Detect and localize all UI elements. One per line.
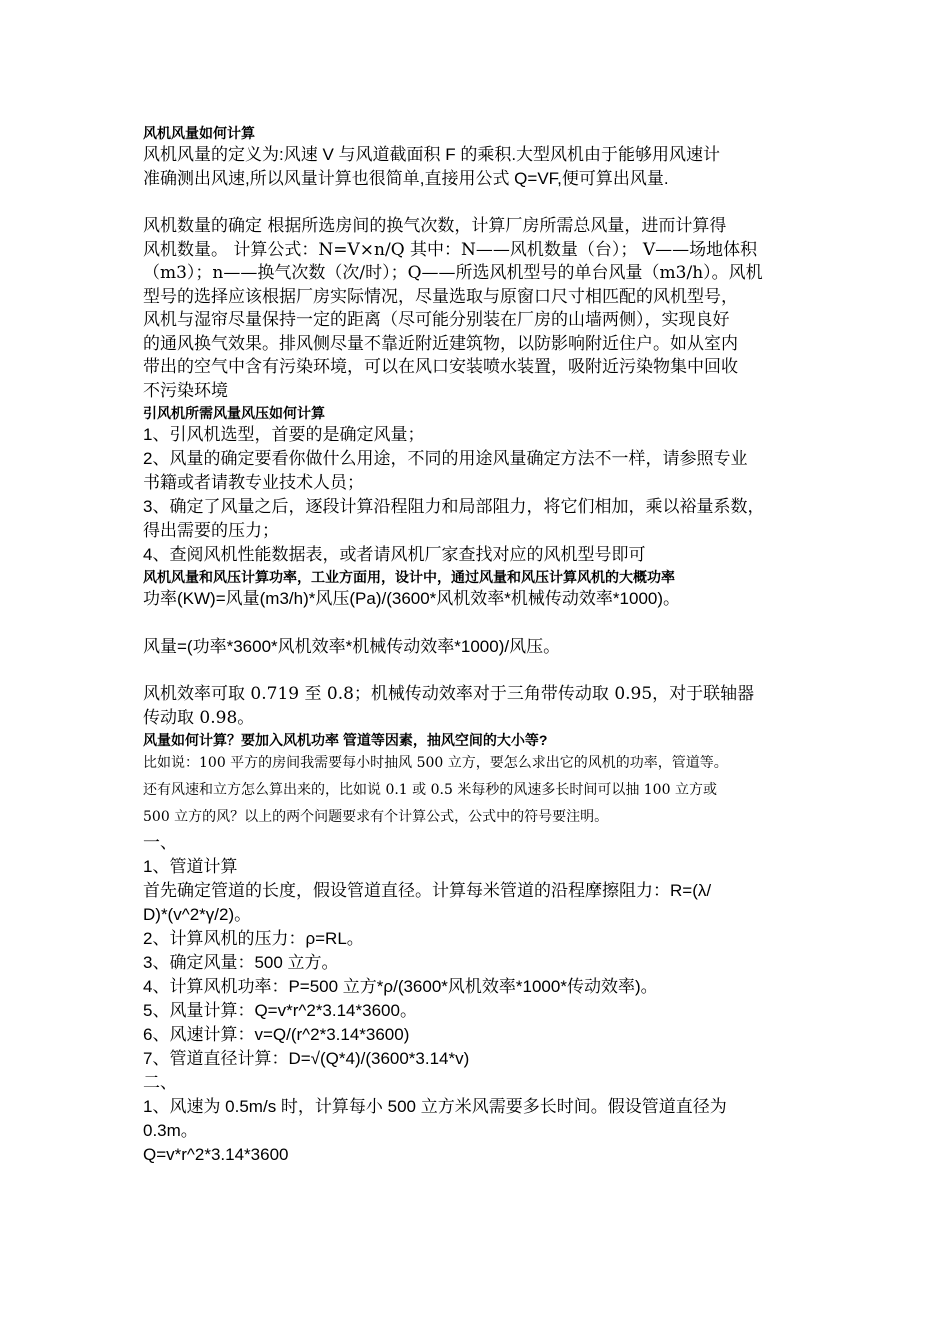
text-line: 4、查阅风机性能数据表，或者请风机厂家查找对应的风机型号即可 — [143, 545, 646, 564]
text-line: 得出需要的压力； — [143, 521, 279, 540]
text-line: 0.3m。 — [143, 1121, 198, 1140]
formula-airflow: 风量=(功率*3600*风机效率*机械传动效率*1000)/风压。 — [143, 637, 561, 656]
text-line: 风机与湿帘尽量保持一定的距离（尽可能分别装在厂房的山墙两侧），实现良好 — [143, 310, 730, 330]
text-line: 准确测出风速,所以风量计算也很简单,直接用公式 Q=VF,便可算出风量. — [143, 169, 669, 188]
text-line: 风机数量的确定 根据所选房间的换气次数，计算厂房所需总风量，进而计算得 — [143, 216, 727, 236]
text-line: 2、计算风机的压力：ρ=RL。 — [143, 929, 364, 948]
text-line: 3、确定了风量之后，逐段计算沿程阻力和局部阻力，将它们相加，乘以裕量系数， — [143, 497, 765, 516]
text-line: 风机数量。 计算公式：N=V×n/Q 其中：N——风机数量（台）； V——场地体积 — [143, 239, 758, 260]
paragraph-question — [143, 750, 813, 831]
heading-induced-draft-fan: 引风机所需风量风压如何计算 — [143, 405, 325, 421]
formula-power: 功率(KW)=风量(m3/h)*风压(Pa)/(3600*风机效率*机械传动效率*1000)。 — [143, 589, 681, 608]
text-line: 书籍或者请教专业技术人员； — [143, 473, 364, 492]
paragraph-airflow-definition — [143, 143, 813, 191]
text-line: 的通风换气效果。排风侧尽量不靠近附近建筑物，以防影响附近住户。如从室内 — [143, 333, 738, 354]
text-line: 型号的选择应该根据厂房实际情况，尽量选取与原窗口尺寸相匹配的风机型号， — [143, 286, 738, 307]
text-line: 首先确定管道的长度，假设管道直径。计算每米管道的沿程摩擦阻力：R=(λ/ — [143, 881, 712, 900]
list-induced-draft-steps — [143, 423, 813, 567]
heading-fan-airflow: 风机风量如何计算 — [143, 125, 255, 141]
text-line: 1、风速为 0.5m/s 时，计算每小 500 立方米风需要多长时间。假设管道直径为 — [143, 1097, 727, 1116]
text-line: 7、管道直径计算：D=√(Q*4)/(3600*3.14*v) — [143, 1049, 470, 1068]
text-line: 二、 — [143, 1073, 177, 1092]
text-line: 传动取 0.98。 — [143, 707, 255, 728]
text-line: 6、风速计算：v=Q/(r^2*3.14*3600) — [143, 1025, 410, 1044]
text-line: 比如说：100 平方的房间我需要每小时抽风 500 立方，要怎么求出它的风机的功率，管道等。 — [143, 755, 728, 771]
text-line: Q=v*r^2*3.14*3600 — [143, 1145, 289, 1164]
text-line: D)*(v^2*γ/2)。 — [143, 905, 252, 924]
heading-power-calculation: 风机风量和风压计算功率，工业方面用，设计中，通过风量和风压计算风机的大概功率 — [143, 569, 675, 585]
text-line: 1、管道计算 — [143, 857, 238, 876]
text-line: 2、风量的确定要看你做什么用途，不同的用途风量确定方法不一样，请参照专业 — [143, 449, 748, 468]
spacer — [143, 191, 813, 215]
text-line: 还有风速和立方怎么算出来的，比如说 0.1 或 0.5 米每秒的风速多长时间可以抽 100 立方或 — [143, 782, 717, 798]
text-line: 一、 — [143, 833, 177, 852]
text-line: 带出的空气中含有污染环境，可以在风口安装喷水装置，吸附近污染物集中回收 — [143, 357, 738, 377]
text-line: 不污染环境 — [143, 380, 228, 401]
paragraph-fan-quantity — [143, 215, 813, 403]
text-line: 500 立方的风？以上的两个问题要求有个计算公式，公式中的符号要注明。 — [143, 809, 609, 825]
text-line: （m3）；n——换气次数（次/时）；Q——所选风机型号的单台风量（m3/h）。风机 — [143, 263, 763, 283]
text-line: 风机效率可取 0.719 至 0.8；机械传动效率对于三角带传动取 0.95，对于联轴器 — [143, 684, 755, 704]
section-two — [143, 1071, 813, 1167]
section-one — [143, 831, 813, 1071]
text-line: 风机风量的定义为:风速 V 与风道截面积 F 的乘积.大型风机由于能够用风速计 — [143, 145, 721, 164]
paragraph-efficiency — [143, 683, 813, 730]
text-line: 4、计算风机功率：P=500 立方*ρ/(3600*风机效率*1000*传动效率)。 — [143, 977, 658, 996]
spacer — [143, 659, 813, 683]
text-line: 5、风量计算：Q=v*r^2*3.14*3600。 — [143, 1001, 417, 1020]
document-content — [143, 123, 813, 1167]
text-line: 1、引风机选型，首要的是确定风量； — [143, 425, 425, 444]
text-line: 3、确定风量：500 立方。 — [143, 953, 339, 972]
heading-question: 风量如何计算？要加入风机功率 管道等因素，抽风空间的大小等? — [143, 732, 548, 748]
spacer — [143, 611, 813, 635]
